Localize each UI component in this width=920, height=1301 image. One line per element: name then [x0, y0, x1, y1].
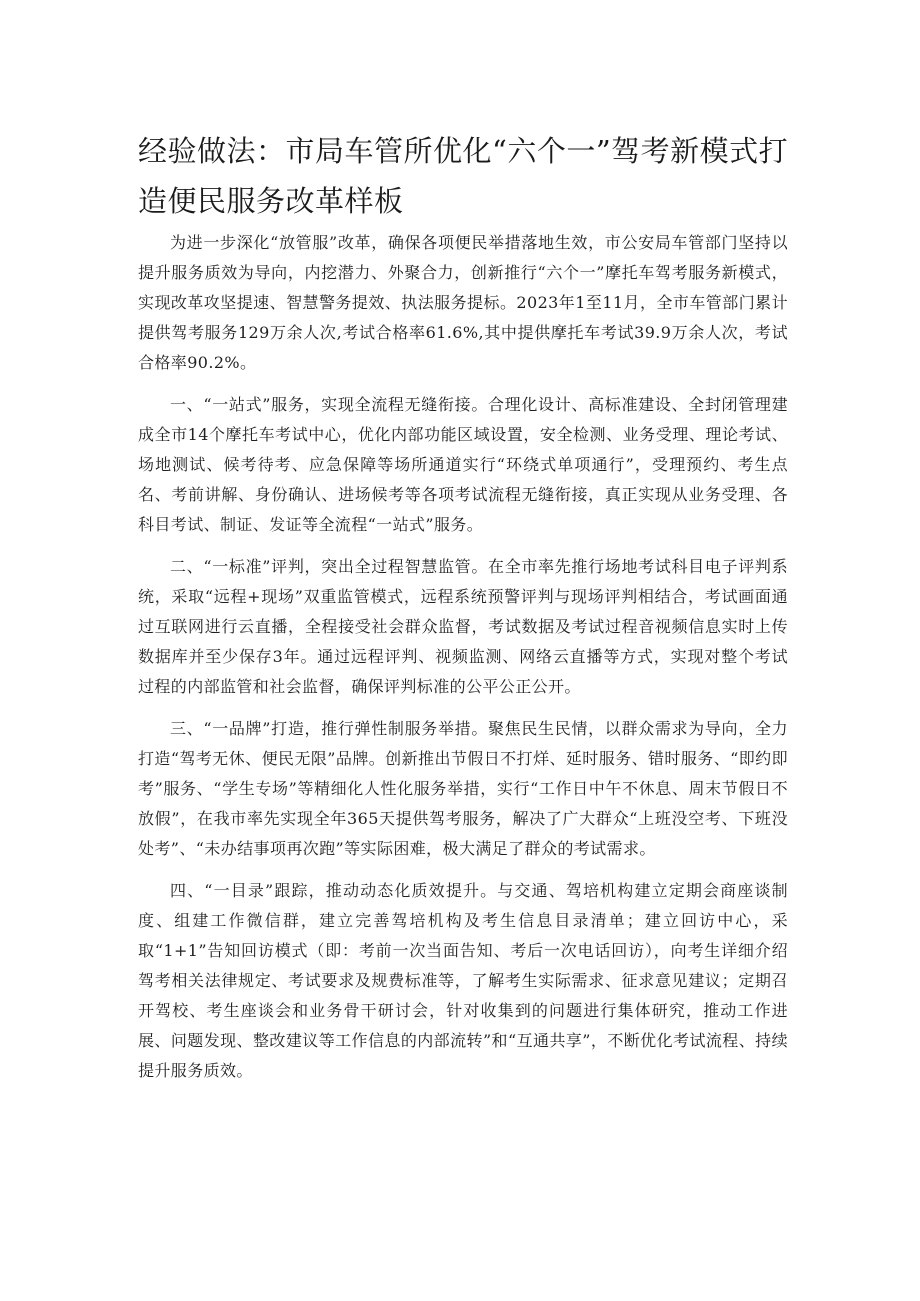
section-three-paragraph: 三、“一品牌”打造，推行弹性制服务举措。聚焦民生民情，以群众需求为导向，全力打造“驾考无休、便民无限”品牌。创新推出节假日不打烊、延时服务、错时服务、“即约即考”服务、“学生专场”等精细化人性化服务举措，实行“工作日中午不休息、周末节假日不放假”，在我市率先实现全年365天提供驾考服务，解决了广大群众“上班没空考、下班没处考”、“未办结事项再次跑”等实际困难，极大满足了群众的考试需求。: [138, 719, 788, 858]
section-four-paragraph: 四、“一目录”跟踪，推动动态化质效提升。与交通、驾培机构建立定期会商座谈制度、组建工作微信群，建立完善驾培机构及考生信息目录清单；建立回访中心，采取“1+1”告知回访模式（即：考前一次当面告知、考后一次电话回访），向考生详细介绍驾考相关法律规定、考试要求及规费标准等，了解考生实际需求、征求意见建议；定期召开驾校、考生座谈会和业务骨干研讨会，针对收集到的问题进行集体研究，推动工作进展、问题发现、整改建议等工作信息的内部流转”和“互通共享”，不断优化考试流程、持续提升服务质效。: [138, 881, 788, 1080]
intro-paragraph: 为进一步深化“放管服”改革，确保各项便民举措落地生效，市公安局车管部门坚持以提升服务质效为导向，内挖潜力、外聚合力，创新推行“六个一”摩托车驾考服务新模式，实现改革攻坚提速、智慧警务提效、执法服务提标。2023年1至11月，全市车管部门累计提供驾考服务129万余人次,考试合格率61.6%,其中提供摩托车考试39.9万余人次，考试合格率90.2%。: [138, 233, 788, 372]
section-one-paragraph: 一、“一站式”服务，实现全流程无缝衔接。合理化设计、高标准建设、全封闭管理建成全市14个摩托车考试中心，优化内部功能区域设置，安全检测、业务受理、理论考试、场地测试、候考待考、应急保障等场所通道实行“环绕式单项通行”，受理预约、考生点名、考前讲解、身份确认、进场候考等各项考试流程无缝衔接，真正实现从业务受理、各科目考试、制证、发证等全流程“一站式”服务。: [138, 395, 788, 534]
document-body: [138, 228, 788, 1098]
section-two-paragraph: 二、“一标准”评判，突出全过程智慧监管。在全市率先推行场地考试科目电子评判系统，采取“远程+现场”双重监管模式，远程系统预警评判与现场评判相结合，考试画面通过互联网进行云直播，全程接受社会群众监督，考试数据及考试过程音视频信息实时上传数据库并至少保存3年。通过远程评判、视频监测、网络云直播等方式，实现对整个考试过程的内部监管和社会监督，确保评判标准的公平公正公开。: [138, 557, 788, 696]
document-title: 经验做法：市局车管所优化“六个一”驾考新模式打造便民服务改革样板: [138, 134, 789, 218]
